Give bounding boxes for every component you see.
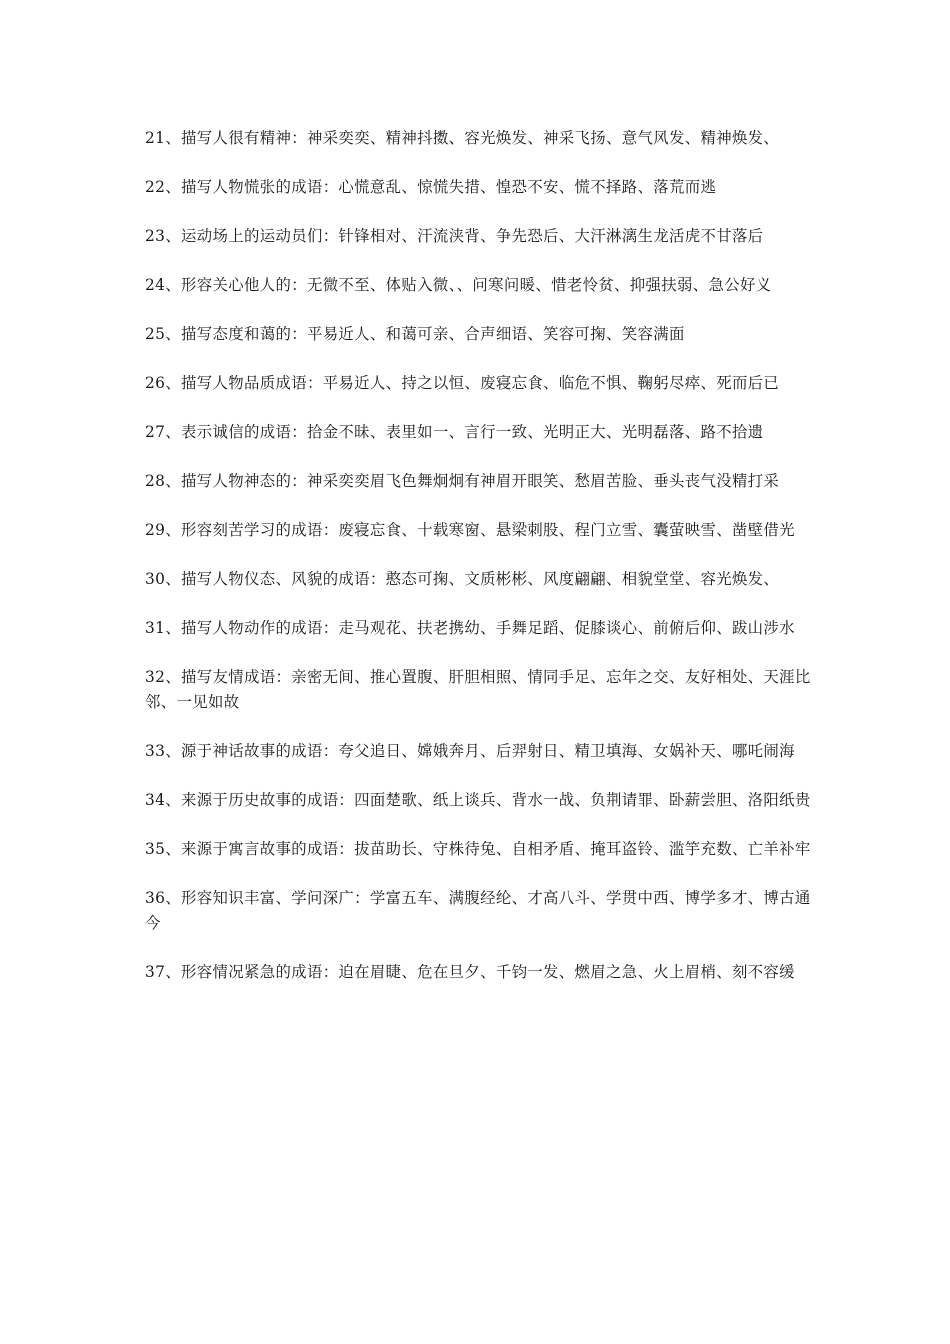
- list-item: 26、描写人物品质成语：平易近人、持之以恒、废寝忘食、临危不惧、鞠躬尽瘁、死而后已: [145, 374, 780, 392]
- list-item: 31、描写人物动作的成语：走马观花、扶老携幼、手舞足蹈、促膝谈心、前俯后仰、跋山涉水: [145, 619, 795, 637]
- list-item: 29、形容刻苦学习的成语：废寝忘食、十载寒窗、悬梁刺股、程门立雪、囊萤映雪、凿壁借光: [145, 521, 795, 539]
- list-item: 32、描写友情成语：亲密无间、推心置腹、肝胆相照、情同手足、忘年之交、友好相处、天涯比邻、一见如故: [145, 668, 811, 711]
- list-item: 23、运动场上的运动员们：针锋相对、汗流浃背、争先恐后、大汗淋漓生龙活虎不甘落后: [145, 227, 764, 245]
- list-item: 25、描写态度和蔼的：平易近人、和蔼可亲、合声细语、笑容可掬、笑容满面: [145, 325, 685, 343]
- idiom-list: [145, 126, 813, 1009]
- list-item: 27、表示诚信的成语：拾金不昧、表里如一、言行一致、光明正大、光明磊落、路不拾遗: [145, 423, 764, 441]
- list-item: 33、源于神话故事的成语：夸父追日、嫦娥奔月、后羿射日、精卫填海、女娲补天、哪吒闹海: [145, 742, 795, 760]
- list-item: 21、描写人很有精神：神采奕奕、精神抖擞、容光焕发、神采飞扬、意气风发、精神焕发、: [145, 129, 780, 147]
- list-item: 35、来源于寓言故事的成语：拔苗助长、守株待兔、自相矛盾、掩耳盗铃、滥竽充数、亡羊补牢: [145, 840, 811, 858]
- list-item: 30、描写人物仪态、风貌的成语：憨态可掬、文质彬彬、风度翩翩、相貌堂堂、容光焕发、: [145, 570, 780, 588]
- list-item: 37、形容情况紧急的成语：迫在眉睫、危在旦夕、千钧一发、燃眉之急、火上眉梢、刻不容缓: [145, 963, 795, 981]
- list-item: 22、描写人物慌张的成语：心慌意乱、惊慌失措、惶恐不安、慌不择路、落荒而逃: [145, 178, 717, 196]
- list-item: 36、形容知识丰富、学问深广：学富五车、满腹经纶、才高八斗、学贯中西、博学多才、博古通今: [145, 889, 811, 932]
- list-item: 34、来源于历史故事的成语：四面楚歌、纸上谈兵、背水一战、负荆请罪、卧薪尝胆、洛阳纸贵: [145, 791, 811, 809]
- list-item: 28、描写人物神态的：神采奕奕眉飞色舞炯炯有神眉开眼笑、愁眉苦脸、垂头丧气没精打采: [145, 472, 780, 490]
- list-item: 24、形容关心他人的：无微不至、体贴入微、、问寒问暖、惜老怜贫、抑强扶弱、急公好义: [145, 276, 772, 294]
